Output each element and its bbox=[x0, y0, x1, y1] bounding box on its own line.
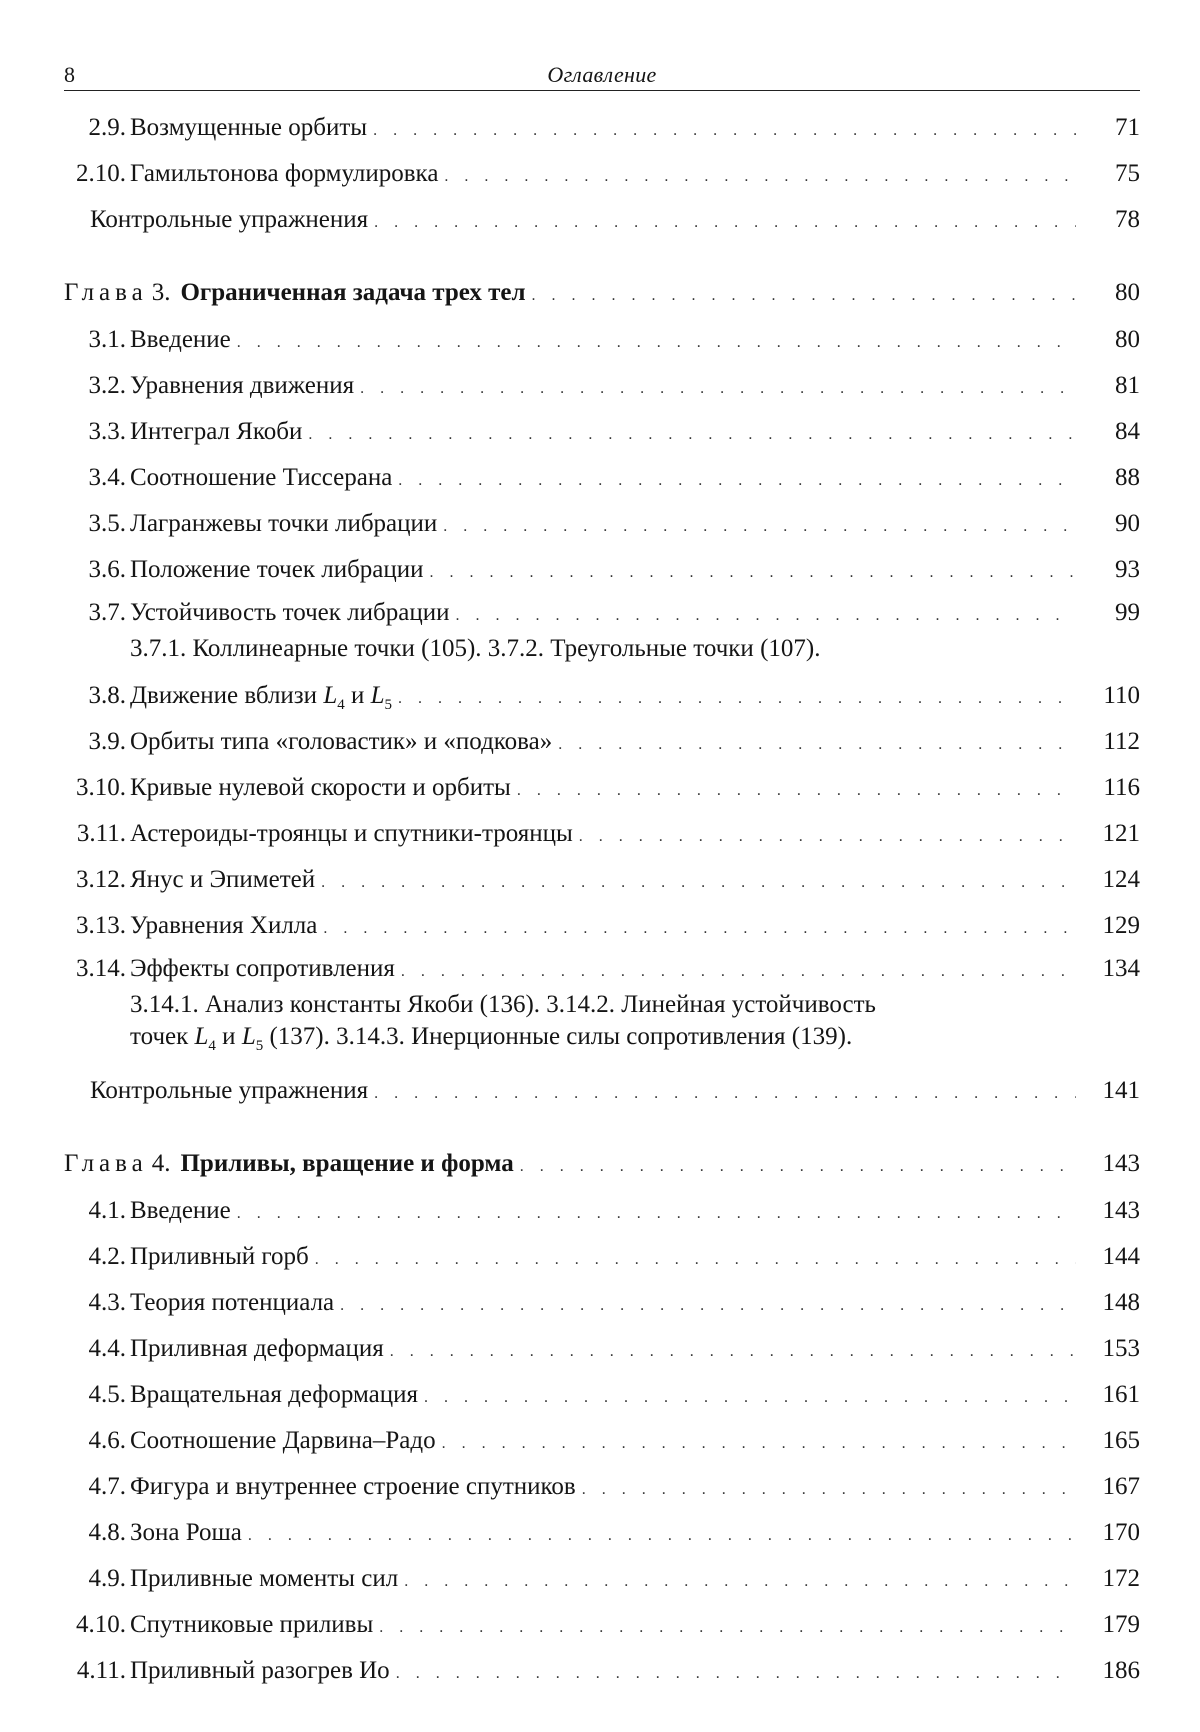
dot-leader bbox=[424, 1375, 1076, 1421]
table-of-contents bbox=[64, 105, 1140, 1694]
toc-entry-number: 3.13. bbox=[76, 912, 126, 939]
dot-leader bbox=[443, 504, 1076, 550]
dot-leader bbox=[237, 1191, 1076, 1237]
toc-entry-number: 3.2. bbox=[88, 372, 126, 399]
toc-entry[interactable] bbox=[64, 547, 1140, 593]
chapter-title: Ограниченная задача трех тел bbox=[180, 279, 526, 306]
toc-entry-page: 84 bbox=[1115, 418, 1140, 445]
toc-entry-number: 3.10. bbox=[76, 774, 126, 801]
toc-entry-title: Спутниковые приливы bbox=[130, 1611, 374, 1638]
toc-entry-title: Вращательная деформация bbox=[130, 1381, 419, 1408]
dot-leader bbox=[579, 814, 1076, 860]
math-symbol: L bbox=[370, 682, 385, 709]
dot-leader bbox=[360, 366, 1076, 412]
toc-entry-page: 112 bbox=[1103, 728, 1140, 755]
toc-entry-title: Приливная деформация bbox=[130, 1335, 384, 1362]
toc-entry[interactable] bbox=[64, 151, 1140, 197]
dot-leader bbox=[379, 1605, 1076, 1651]
chapter-number: 3. bbox=[151, 279, 171, 306]
toc-entry-title: Устойчивость точек либрации bbox=[130, 599, 450, 626]
toc-entry[interactable] bbox=[64, 1326, 1140, 1372]
dot-leader bbox=[398, 676, 1076, 722]
dot-leader bbox=[444, 154, 1076, 200]
dot-leader bbox=[401, 952, 1076, 992]
chapter-page: 143 bbox=[1102, 1150, 1140, 1177]
toc-entry[interactable] bbox=[64, 1556, 1140, 1602]
dot-leader bbox=[340, 1283, 1076, 1329]
toc-entry[interactable] bbox=[64, 1510, 1140, 1556]
math-subscript: 5 bbox=[255, 1038, 264, 1054]
title-text: и bbox=[344, 682, 371, 709]
toc-entry-title: Астероиды-троянцы и спутники-троянцы bbox=[130, 820, 573, 847]
dot-leader bbox=[321, 860, 1076, 906]
toc-entry-number: 4.10. bbox=[76, 1611, 126, 1638]
dot-leader bbox=[520, 1143, 1076, 1191]
dot-leader bbox=[442, 1421, 1076, 1467]
toc-entry-number: 3.5. bbox=[88, 510, 126, 537]
math-symbol: L bbox=[241, 1023, 256, 1050]
dot-leader bbox=[398, 458, 1076, 504]
toc-entry-number: 3.11. bbox=[76, 820, 126, 847]
chapter-label: Глава bbox=[64, 1150, 148, 1177]
toc-entry-title: Кривые нулевой скорости и орбиты bbox=[130, 774, 511, 801]
toc-entry-page: 116 bbox=[1103, 774, 1140, 801]
toc-entry-number: 3.4. bbox=[88, 464, 126, 491]
toc-entry-title: Янус и Эпиметей bbox=[130, 866, 316, 893]
toc-entry-title: Зона Роша bbox=[130, 1519, 242, 1546]
toc-entry-page: 153 bbox=[1102, 1335, 1140, 1362]
toc-entry-title: Эффекты сопротивления bbox=[130, 955, 395, 982]
toc-entry-page: 75 bbox=[1115, 160, 1140, 187]
page bbox=[64, 60, 1140, 1694]
toc-entry-page: 88 bbox=[1115, 464, 1140, 491]
toc-entry-page: 134 bbox=[1102, 955, 1140, 982]
subsection-text: (137). 3.14.3. Инерционные силы сопротивления (139). bbox=[263, 1023, 853, 1050]
toc-entry[interactable] bbox=[64, 1464, 1140, 1510]
toc-entry-page: 170 bbox=[1102, 1519, 1140, 1546]
toc-entry-title: Введение bbox=[130, 326, 231, 353]
toc-entry[interactable] bbox=[64, 1188, 1140, 1234]
math-symbol: L bbox=[323, 682, 338, 709]
toc-entry-page: 148 bbox=[1102, 1289, 1140, 1316]
toc-entry[interactable] bbox=[64, 1602, 1140, 1648]
toc-entry-number: 3.6. bbox=[88, 556, 126, 583]
toc-entry-title: Контрольные упражнения bbox=[90, 206, 369, 233]
toc-entry-number: 3.14. bbox=[76, 955, 126, 982]
dot-leader bbox=[374, 1071, 1076, 1117]
toc-entry[interactable] bbox=[64, 1372, 1140, 1418]
toc-entry-number: 4.8. bbox=[88, 1519, 126, 1546]
toc-chapter-3[interactable] bbox=[64, 269, 1140, 317]
toc-entry-page: 167 bbox=[1102, 1473, 1140, 1500]
toc-entry-page: 143 bbox=[1102, 1197, 1140, 1224]
toc-entry-title: Уравнения движения bbox=[130, 372, 355, 399]
toc-entry-title: Теория потенциала bbox=[130, 1289, 335, 1316]
toc-entry-page: 71 bbox=[1115, 114, 1140, 141]
toc-entry-number: 4.4. bbox=[88, 1335, 126, 1362]
math-subscript: 4 bbox=[208, 1038, 216, 1054]
dot-leader bbox=[373, 108, 1076, 154]
toc-entry-page: 141 bbox=[1102, 1077, 1140, 1104]
toc-entry[interactable] bbox=[64, 765, 1140, 811]
toc-subsections: 3.7.1. Коллинеарные точки (105). 3.7.2. Треугольные точки (107). bbox=[130, 635, 821, 662]
toc-exercises-entry[interactable] bbox=[64, 1068, 1140, 1114]
toc-entry-number: 4.3. bbox=[88, 1289, 126, 1316]
math-symbol: L bbox=[194, 1023, 209, 1050]
dot-leader bbox=[396, 1651, 1076, 1697]
toc-entry[interactable] bbox=[64, 857, 1140, 903]
toc-entry-title: Уравнения Хилла bbox=[130, 912, 318, 939]
dot-leader bbox=[248, 1513, 1076, 1559]
toc-entry-title: Контрольные упражнения bbox=[90, 1077, 369, 1104]
title-text: Движение вблизи bbox=[130, 682, 324, 709]
toc-entry-title: Приливный горб bbox=[130, 1243, 309, 1270]
toc-entry[interactable] bbox=[64, 811, 1140, 857]
toc-entry-number: 4.1. bbox=[88, 1197, 126, 1224]
toc-entry-number: 2.10. bbox=[76, 160, 126, 187]
page-number: 8 bbox=[64, 62, 75, 87]
chapter-label: Глава bbox=[64, 279, 148, 306]
running-head-title: Оглавление bbox=[547, 62, 657, 87]
toc-entry[interactable] bbox=[64, 1648, 1140, 1694]
toc-entry-page: 179 bbox=[1102, 1611, 1140, 1638]
toc-entry-number: 4.2. bbox=[88, 1243, 126, 1270]
toc-entry-number: 3.8. bbox=[88, 682, 126, 709]
toc-entry[interactable] bbox=[64, 673, 1140, 719]
toc-entry-number: 3.7. bbox=[88, 599, 126, 626]
toc-entry-page: 110 bbox=[1103, 682, 1140, 709]
dot-leader bbox=[237, 320, 1076, 366]
chapter-title: Приливы, вращение и форма bbox=[180, 1150, 514, 1177]
toc-entry-page: 172 bbox=[1102, 1565, 1140, 1592]
toc-entry[interactable] bbox=[64, 593, 1140, 633]
subsection-line bbox=[130, 1021, 1090, 1062]
toc-entry-title: Приливный разогрев Ио bbox=[130, 1657, 390, 1684]
toc-entry[interactable] bbox=[64, 317, 1140, 363]
dot-leader bbox=[323, 906, 1076, 952]
toc-entry-number: 4.6. bbox=[88, 1427, 126, 1454]
math-subscript: 5 bbox=[384, 697, 393, 713]
toc-entry-number: 4.9. bbox=[88, 1565, 126, 1592]
toc-entry-number: 3.1. bbox=[88, 326, 126, 353]
toc-entry-page: 161 bbox=[1102, 1381, 1140, 1408]
toc-entry-title: Гамильтонова формулировка bbox=[130, 160, 439, 187]
toc-entry-title: Соотношение Дарвина–Радо bbox=[130, 1427, 436, 1454]
toc-entry-title: Приливные моменты сил bbox=[130, 1565, 399, 1592]
toc-entry[interactable] bbox=[64, 501, 1140, 547]
dot-leader bbox=[430, 550, 1076, 596]
toc-entry-page: 99 bbox=[1115, 599, 1140, 626]
chapter-number: 4. bbox=[151, 1150, 171, 1177]
toc-entry-page: 165 bbox=[1102, 1427, 1140, 1454]
chapter-page: 80 bbox=[1115, 279, 1140, 306]
dot-leader bbox=[455, 596, 1076, 636]
toc-entry-page: 186 bbox=[1102, 1657, 1140, 1684]
toc-entry-number: 3.12. bbox=[76, 866, 126, 893]
toc-chapter-4[interactable] bbox=[64, 1140, 1140, 1188]
toc-entry[interactable] bbox=[64, 1280, 1140, 1326]
toc-entry-title: Лагранжевы точки либрации bbox=[130, 510, 438, 537]
toc-entry[interactable] bbox=[64, 363, 1140, 409]
toc-entry-page: 81 bbox=[1115, 372, 1140, 399]
toc-entry[interactable] bbox=[64, 455, 1140, 501]
toc-entry[interactable] bbox=[64, 949, 1140, 989]
toc-exercises-entry[interactable] bbox=[64, 197, 1140, 243]
dot-leader bbox=[582, 1467, 1076, 1513]
toc-entry-page: 121 bbox=[1102, 820, 1140, 847]
toc-entry-page: 124 bbox=[1102, 866, 1140, 893]
dot-leader bbox=[517, 768, 1076, 814]
toc-entry-number: 2.9. bbox=[88, 114, 126, 141]
subsection-text: и bbox=[215, 1023, 242, 1050]
toc-entry-page: 90 bbox=[1115, 510, 1140, 537]
toc-entry[interactable] bbox=[64, 1234, 1140, 1280]
dot-leader bbox=[374, 200, 1076, 246]
subsection-line: 3.14.1. Анализ константы Якоби (136). 3.14.2. Линейная устойчивость bbox=[130, 991, 876, 1018]
toc-entry-title: Положение точек либрации bbox=[130, 556, 424, 583]
toc-entry[interactable] bbox=[64, 105, 1140, 151]
toc-entry-number: 3.3. bbox=[88, 418, 126, 445]
toc-entry-page: 129 bbox=[1102, 912, 1140, 939]
toc-entry[interactable] bbox=[64, 1418, 1140, 1464]
toc-entry-title: Соотношение Тиссерана bbox=[130, 464, 393, 491]
toc-entry-title: Введение bbox=[130, 1197, 231, 1224]
toc-entry-title: Орбиты типа «головастик» и «подкова» bbox=[130, 728, 553, 755]
toc-entry[interactable] bbox=[64, 719, 1140, 765]
toc-subsections bbox=[130, 989, 1090, 1062]
toc-entry-title: Возмущенные орбиты bbox=[130, 114, 368, 141]
dot-leader bbox=[390, 1329, 1076, 1375]
toc-entry-number: 3.9. bbox=[88, 728, 126, 755]
dot-leader bbox=[532, 272, 1076, 320]
toc-entry-page: 144 bbox=[1102, 1243, 1140, 1270]
toc-entry-number: 4.11. bbox=[76, 1657, 126, 1684]
toc-entry-number: 4.5. bbox=[88, 1381, 126, 1408]
toc-entry-page: 93 bbox=[1115, 556, 1140, 583]
toc-entry[interactable] bbox=[64, 903, 1140, 949]
toc-entry-page: 78 bbox=[1115, 206, 1140, 233]
toc-entry-number: 4.7. bbox=[88, 1473, 126, 1500]
toc-entry[interactable] bbox=[64, 409, 1140, 455]
dot-leader bbox=[315, 1237, 1076, 1283]
toc-entry-title: Интеграл Якоби bbox=[130, 418, 303, 445]
dot-leader bbox=[308, 412, 1076, 458]
dot-leader bbox=[404, 1559, 1076, 1605]
toc-entry-title: Фигура и внутреннее строение спутников bbox=[130, 1473, 576, 1500]
running-head bbox=[64, 60, 1140, 91]
subsection-text: точек bbox=[130, 1023, 195, 1050]
dot-leader bbox=[558, 722, 1076, 768]
math-subscript: 4 bbox=[337, 697, 345, 713]
toc-entry-page: 80 bbox=[1115, 326, 1140, 353]
